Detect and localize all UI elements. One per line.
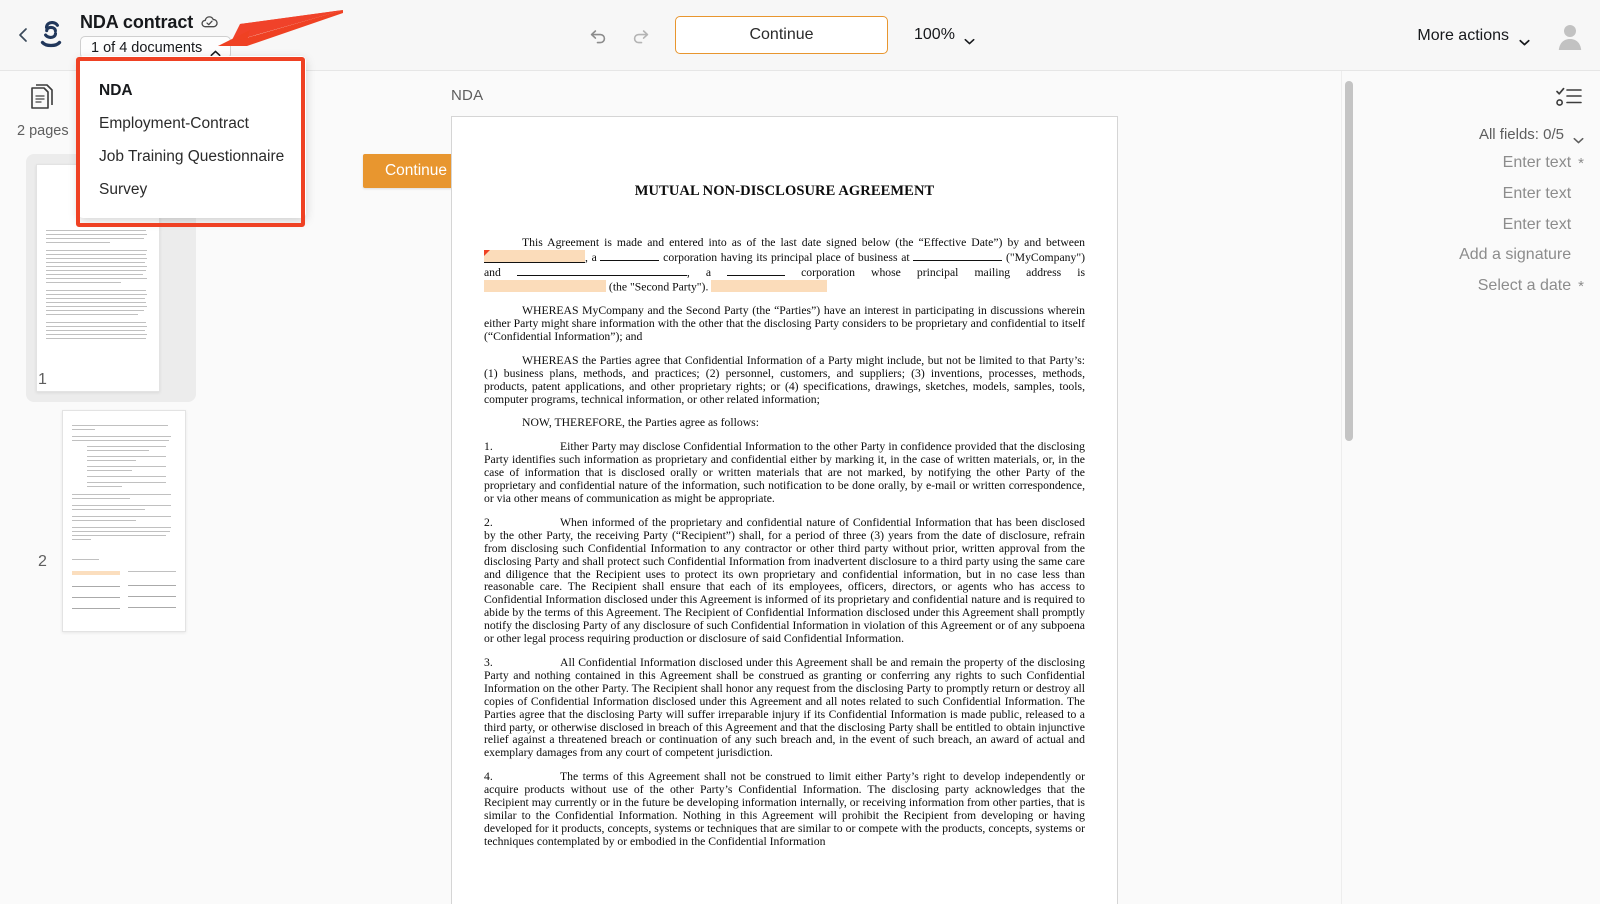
- zoom-level-label: 100%: [914, 26, 955, 43]
- now-therefore-text: NOW, THEREFORE, the Parties agree as follows:: [522, 416, 759, 430]
- document-clause-3: [484, 657, 1085, 760]
- chevron-down-icon: [1573, 131, 1584, 138]
- cloud-saved-icon: [200, 13, 219, 32]
- clause-4-text: The terms of this Agreement shall not be construed to limit either Party’s right to develop independently or acquire products without use of the other Party’s Confidential Information. The disclosing party acknowledges that the Recipient may currently or in the future be developing information internally, or receiving information from other parties, that is similar to the Confidential Information. Nothing in this Agreement will prohibit the Recipient from developing or having developed for it products, concepts, systems or techniques that are similar to or compete with the products, concepts, systems or techniques contemplated by or embodied in the Confidential Information: [484, 770, 1085, 848]
- signnow-logo-icon[interactable]: [34, 18, 68, 54]
- whereas-1-text: WHEREAS MyCompany and the Second Party (the “Parties”) have an interest in participating in discussions wherein either Party might share information with the other that the disclosing Party considers to be proprietary and confidential to itself (“Confidential Information”); and: [484, 304, 1085, 343]
- intro-text-f: corporation whose principal mailing address is: [801, 265, 1086, 279]
- page-thumbnail-2[interactable]: [62, 410, 186, 632]
- field-label: Add a signature: [1459, 246, 1572, 263]
- clause-2-text: When informed of the proprietary and confidential nature of Confidential Information that has been disclosed by the other Party, the receiving Party (“Recipient”) shall, for a period of three (3) years from the date of disclosure, refrain from disclosing such Confidential Information to any contractor or other third party without prior, written approval from the disclosing Party and shall protect such Confidential Information from inadvertent disclosure to a third party using the same care and diligence that the Recipient uses to protect its own proprietary and confidential information, but in no case less than reasonable care. The Recipient shall ensure that each of its employees, officers, directors, or agents who has access to Confidential Information disclosed under this Agreement is informed of its proprietary and confidential nature and is required to abide by the terms of this Agreement. The Recipient of Confidential Information disclosed under this Agreement shall promptly notify the disclosing Party of any disclosure of such Confidential Information in violation of this Agreement or of any subpoena or other legal process requiring production or disclosure of said Confidential Information.: [484, 515, 1085, 646]
- all-fields-label: All fields: 0/5: [1478, 126, 1564, 143]
- clause-2-number: 2.: [484, 515, 493, 529]
- document-paragraph-whereas-1: [484, 305, 1085, 344]
- intro-text-c: corporation having its principal place of business at: [663, 250, 910, 264]
- document-clause-1: [484, 441, 1085, 506]
- whereas-2-text: WHEREAS the Parties agree that Confidential Information of a Party might include, but not be limited to that Party’s: (1) business plans, methods, and practices; (2) personnel, customers, and suppliers; (3) inventions, processes, methods, products, patent applications, and other proprietary rights; or (4) specifications, drawings, sketches, models, samples, tools, computer programs, technical information, or other related information;: [484, 353, 1085, 406]
- document-paragraph-intro: [484, 237, 1085, 294]
- document-title-row: [80, 10, 231, 34]
- required-marker: *: [1578, 277, 1584, 295]
- document-list-dropdown-menu: [78, 56, 306, 218]
- more-actions-label: More actions: [1417, 27, 1509, 44]
- avatar[interactable]: [1554, 20, 1586, 52]
- dropdown-item-job-training-questionnaire[interactable]: Job Training Questionnaire: [99, 148, 285, 165]
- intro-text-a: This Agreement is made and entered into as of the last date signed below (the “Effective Date”) by and between: [522, 236, 1085, 249]
- document-page[interactable]: [451, 116, 1118, 904]
- field-label: Enter text: [1502, 154, 1572, 171]
- clause-3-text: All Confidential Information disclosed under this Agreement shall be and remain the property of the disclosing Party and nothing contained in this Agreement shall be construed as granting or conferring any rights to such Confidential Information on the other Party. The Recipient shall honor any request from the disclosing Party to promptly return or destroy all copies of Confidential Information disclosed under this Agreement and all notes related to such Confidential Information. The Parties agree that the disclosing Party will suffer irreparable injury if its Confidential Information is made public, released to a third party, or otherwise disclosed in breach of this Agreement and that the disclosing Party shall be entitled to obtain injunctive relief against a threatened breach or continuation of any such breach and, in the event of such breach, an award of actual and exemplary damages from any court of competent jurisdiction.: [484, 655, 1085, 760]
- clause-3-number: 3.: [484, 655, 493, 669]
- page-thumbnail-2-number: 2: [38, 553, 47, 570]
- intro-text-d: ("MyCompany") and: [484, 250, 1086, 279]
- fields-list-icon[interactable]: [1554, 85, 1584, 111]
- continue-button-floating[interactable]: Continue: [363, 154, 469, 188]
- chevron-down-icon: [1519, 33, 1530, 40]
- pages-count-label: 2 pages: [17, 123, 69, 139]
- viewer-scrollbar-track[interactable]: [1341, 71, 1355, 904]
- clause-4-number: 4.: [484, 770, 493, 784]
- field-item-enter-text-3[interactable]: [1503, 216, 1584, 234]
- dropdown-item-nda[interactable]: NDA: [99, 82, 133, 99]
- clause-1-number: 1.: [484, 440, 493, 454]
- form-field-second-party[interactable]: [711, 280, 827, 293]
- back-chevron-icon[interactable]: [14, 25, 32, 45]
- center-toolbar: [575, 14, 979, 56]
- document-selector-label: 1 of 4 documents: [91, 39, 203, 56]
- clause-1-text: Either Party may disclose Confidential Information to the other Party in confidence provided that the disclosing Party identifies such information as proprietary and confidential either by marking it, in the case of written materials, or, in the case of information that is disclosed orally or written materials that are not marked, by notifying the other Party of the proprietary and confidential nature of the information, such notification to be done orally, by e-mail or written correspondence, or via other means of communication as might be appropriate.: [484, 440, 1085, 505]
- all-fields-dropdown[interactable]: [1479, 126, 1584, 143]
- redo-icon[interactable]: [619, 14, 663, 56]
- document-heading: MUTUAL NON-DISCLOSURE AGREEMENT: [634, 183, 935, 199]
- document-title-block: [80, 10, 231, 59]
- intro-text-e: , a: [686, 265, 712, 279]
- chevron-up-icon: [210, 44, 221, 51]
- continue-button-toolbar[interactable]: Continue: [675, 16, 888, 54]
- viewer-scrollbar-thumb[interactable]: [1345, 81, 1353, 441]
- page-title: NDA contract: [80, 11, 194, 32]
- document-paragraph-now-therefore: [484, 417, 1085, 430]
- intro-text-g: (the "Second Party").: [608, 280, 709, 294]
- field-item-add-signature[interactable]: [1459, 246, 1584, 264]
- undo-icon[interactable]: [575, 14, 619, 56]
- chevron-down-icon: [964, 32, 975, 39]
- zoom-level-dropdown[interactable]: [910, 17, 979, 53]
- document-paragraph-whereas-2: [484, 355, 1085, 407]
- field-item-select-date[interactable]: [1478, 277, 1584, 295]
- dropdown-item-employment-contract[interactable]: Employment-Contract: [99, 115, 249, 132]
- fields-sidebar: [1368, 71, 1600, 904]
- required-marker: *: [1578, 154, 1584, 172]
- form-field-address[interactable]: [484, 280, 606, 293]
- field-item-enter-text-1[interactable]: [1503, 154, 1584, 172]
- viewer-document-label: NDA: [451, 87, 484, 104]
- pages-icon[interactable]: [24, 81, 60, 117]
- right-toolbar: [1411, 16, 1586, 56]
- field-label: Select a date: [1477, 277, 1572, 294]
- document-clause-2: [484, 517, 1085, 646]
- field-label: Enter text: [1502, 185, 1572, 202]
- field-label: Enter text: [1502, 216, 1572, 233]
- form-field-company-name[interactable]: [484, 250, 585, 263]
- document-clause-4: [484, 771, 1085, 848]
- document-viewer: [232, 71, 1355, 904]
- intro-text-b: , a: [585, 250, 597, 264]
- field-item-enter-text-2[interactable]: [1503, 185, 1584, 203]
- more-actions-dropdown[interactable]: [1411, 21, 1536, 51]
- page-thumbnail-1-number: 1: [38, 371, 47, 388]
- dropdown-item-survey[interactable]: Survey: [99, 181, 148, 198]
